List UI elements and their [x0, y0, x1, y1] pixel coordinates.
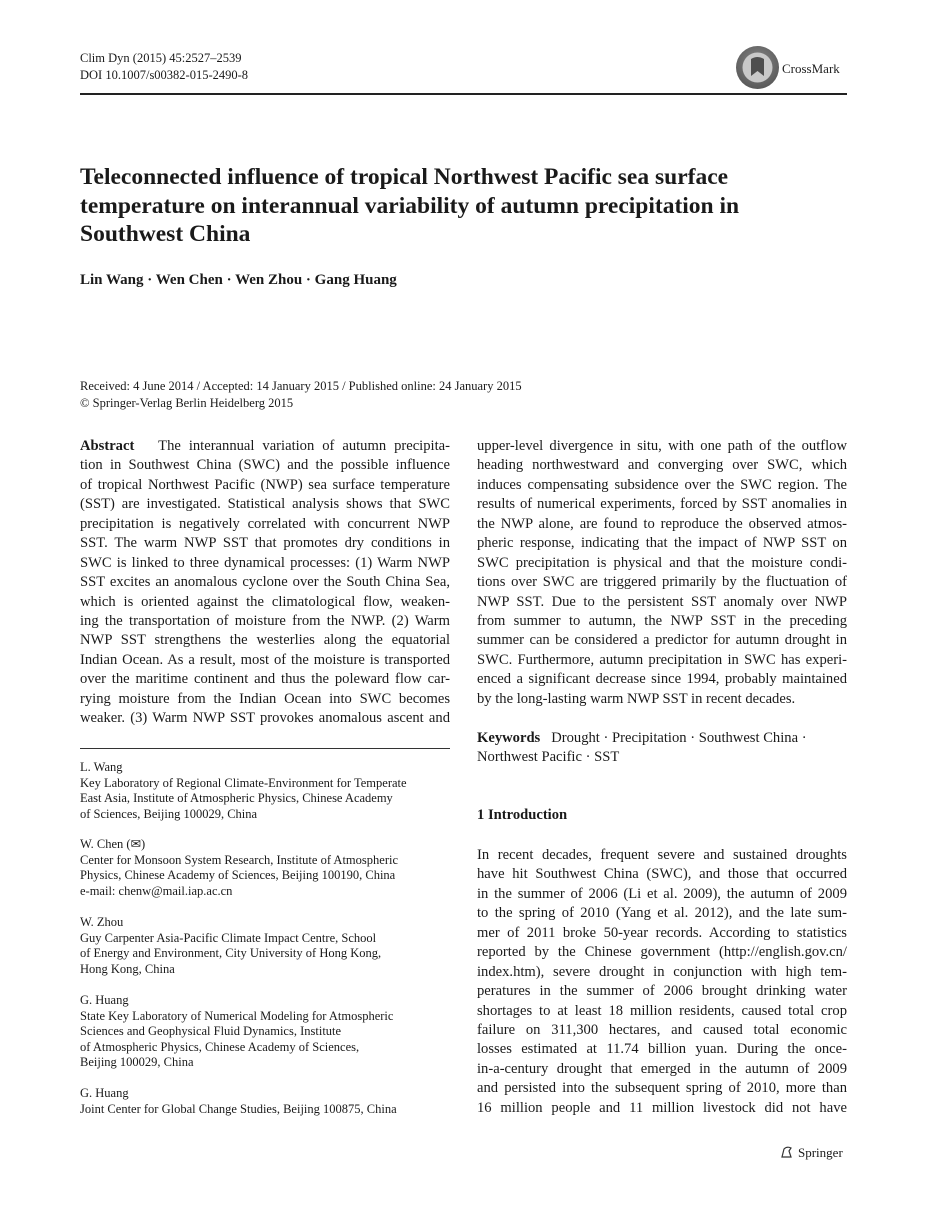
abstract-line: precipitation is negatively correlated with concurrent NWP [80, 515, 450, 532]
abstract-line: heading northwestward and converging over SWC, which [477, 457, 847, 474]
publisher-name: Springer [798, 1145, 843, 1160]
keywords-line: Northwest Pacific · SST [477, 749, 620, 766]
email-link[interactable]: e-mail: chenw@mail.iap.ac.cn [80, 883, 233, 898]
abstract-line: summer can be considered a predictor for autumn drought in [477, 632, 847, 649]
affiliation: G. Huang Joint Center for Global Change Studies, Beijing 100875, China [80, 1086, 397, 1116]
doi: DOI 10.1007/s00382-015-2490-8 [80, 68, 249, 82]
abstract-line: Indian Ocean. As a result, most of the moisture is transported [80, 651, 450, 668]
abstract-line: (SST) are investigated. Statistical analysis shows that SWC [80, 496, 450, 513]
crossmark-label: CrossMark [782, 61, 840, 76]
journal-citation: Clim Dyn (2015) 45:2527–2539 [80, 51, 242, 65]
abstract-right-column [477, 437, 847, 709]
springer-horse-icon [780, 1145, 794, 1163]
abstract-line: from summer to autumn, the NWP SST in the preceding [477, 612, 847, 629]
copyright: © Springer-Verlag Berlin Heidelberg 2015 [80, 396, 294, 410]
abstract-line: results of numerical experiments, forced by SST anomalies in [477, 496, 847, 513]
abstract-line: pheric response, indicating that the impact of NWP SST on [477, 535, 847, 552]
crossmark-icon [736, 46, 779, 89]
paper-title: Teleconnected influence of tropical Northwest Pacific sea surface temperature on interannual variability of autumn precipitation in Southwest China [80, 164, 740, 247]
keywords [477, 729, 847, 768]
introduction-text: In recent decades, frequent severe and sustained droughts have hit Southwest China (SWC), and those that occurred in the summer of 2006 (Li et al. 2009), the autumn of 2009 to the spring of 2010 (Yang et al. 2012), and the late sum- mer of 2011 broke 50-year records. According to statistics reported by the Chinese government (http://english.gov.cn/ index.htm), severe drought in conjunction with high tem- peratures in the summer of 2006 brought drinking water shortages to at least 18 million residents, caused total crop failure on 311,300 hectares, and caused total economic losses estimated at 11.74 billion yuan. During the once- in-a-century drought that emerged in the autumn of 2009 and persisted into the subsequent spring of 2010, more than 16 million people and 11 million livestock did not have [477, 847, 847, 1116]
affiliation: W. Zhou Guy Carpenter Asia-Pacific Climate Impact Centre, School of Energy and Environment, City University of Hong Kong, Hong Kong, China [80, 915, 382, 976]
abstract-line: tions over SWC are triggered primarily by the fluctuation of [477, 574, 847, 591]
affiliation: W. Chen (✉) Center for Monsoon System Research, Institute of Atmospheric Physics, Chinese Academy of Sciences, Beijing 100190, China e-mail: chenw@mail.iap.ac.cn [80, 837, 450, 899]
abstract-heading: Abstract [80, 438, 135, 454]
abstract-line: SST excites an anomalous cyclone over the South China Sea, [80, 574, 450, 591]
abstract-line: SWC is linked to three dynamical processes: (1) Warm NWP [80, 554, 450, 571]
abstract-line: over the maritime continent and thus the poleward flow car- [80, 671, 450, 688]
crossmark-badge[interactable] [736, 46, 861, 92]
abstract-line: the NWP alone, are found to reproduce the observed atmos- [477, 515, 847, 532]
author-list: Lin Wang · Wen Chen · Wen Zhou · Gang Huang [80, 272, 397, 288]
abstract-line: tion in Southwest China (SWC) and the possible influence [80, 457, 450, 474]
abstract-line: Abstract The interannual variation of autumn precipita- [80, 438, 450, 454]
abstract-left-column [80, 437, 450, 729]
abstract-line: NWP SST. Due to the persistent SST anomaly over NWP [477, 593, 847, 610]
abstract-line: by the long-lasting warm NWP SST in recent decades. [477, 690, 796, 707]
affiliation: G. Huang State Key Laboratory of Numerical Modeling for Atmospheric Sciences and Geophysical Fluid Dynamics, Institute of Atmospheric Physics, Chinese Academy of Sciences, Beijing 100029, China [80, 993, 394, 1069]
abstract-line: SWC. Furthermore, autumn precipitation in SWC has experi- [477, 651, 847, 668]
abstract-line: induces compensating subsidence over the SWC region. The [477, 476, 847, 493]
publisher-logo [780, 1145, 843, 1163]
section-heading: 1 Introduction [477, 807, 568, 823]
abstract-line: upper-level divergence in situ, with one path of the outflow [477, 438, 847, 454]
footnote-rule [80, 748, 450, 749]
keywords-line: Drought · Precipitation · Southwest China · [551, 730, 807, 746]
abstract-line: which is oriented against the climatological flow, weaken- [80, 593, 450, 610]
publication-history: Received: 4 June 2014 / Accepted: 14 January 2015 / Published online: 24 January 2015 [80, 379, 522, 393]
abstract-line: SST. The warm NWP SST that promotes dry conditions in [80, 535, 450, 552]
keywords-heading: Keywords [477, 730, 541, 746]
abstract-line: rying moisture from the Indian Ocean into SWC becomes [80, 690, 450, 707]
abstract-line: weaker. (3) Warm NWP SST provokes anomalous ascent and [80, 710, 450, 727]
abstract-line: NWP SST strengthens the westerlies along the equatorial [80, 632, 450, 649]
header-rule [80, 93, 847, 95]
journal-header [80, 50, 248, 84]
abstract-line: of tropical Northwest Pacific (NWP) sea surface temperature [80, 476, 450, 493]
abstract-line: enced a significant decrease since 1994, probably maintained [477, 671, 847, 688]
abstract-line: ing the transportation of moisture from the NWP. (2) Warm [80, 612, 450, 629]
abstract-line: SWC precipitation is physical and that the moisture condi- [477, 554, 847, 571]
publication-dates [80, 378, 522, 412]
affiliation: L. Wang Key Laboratory of Regional Climate-Environment for Temperate East Asia, Institute of Atmospheric Physics, Chinese Academy of Sciences, Beijing 100029, China [80, 760, 407, 821]
